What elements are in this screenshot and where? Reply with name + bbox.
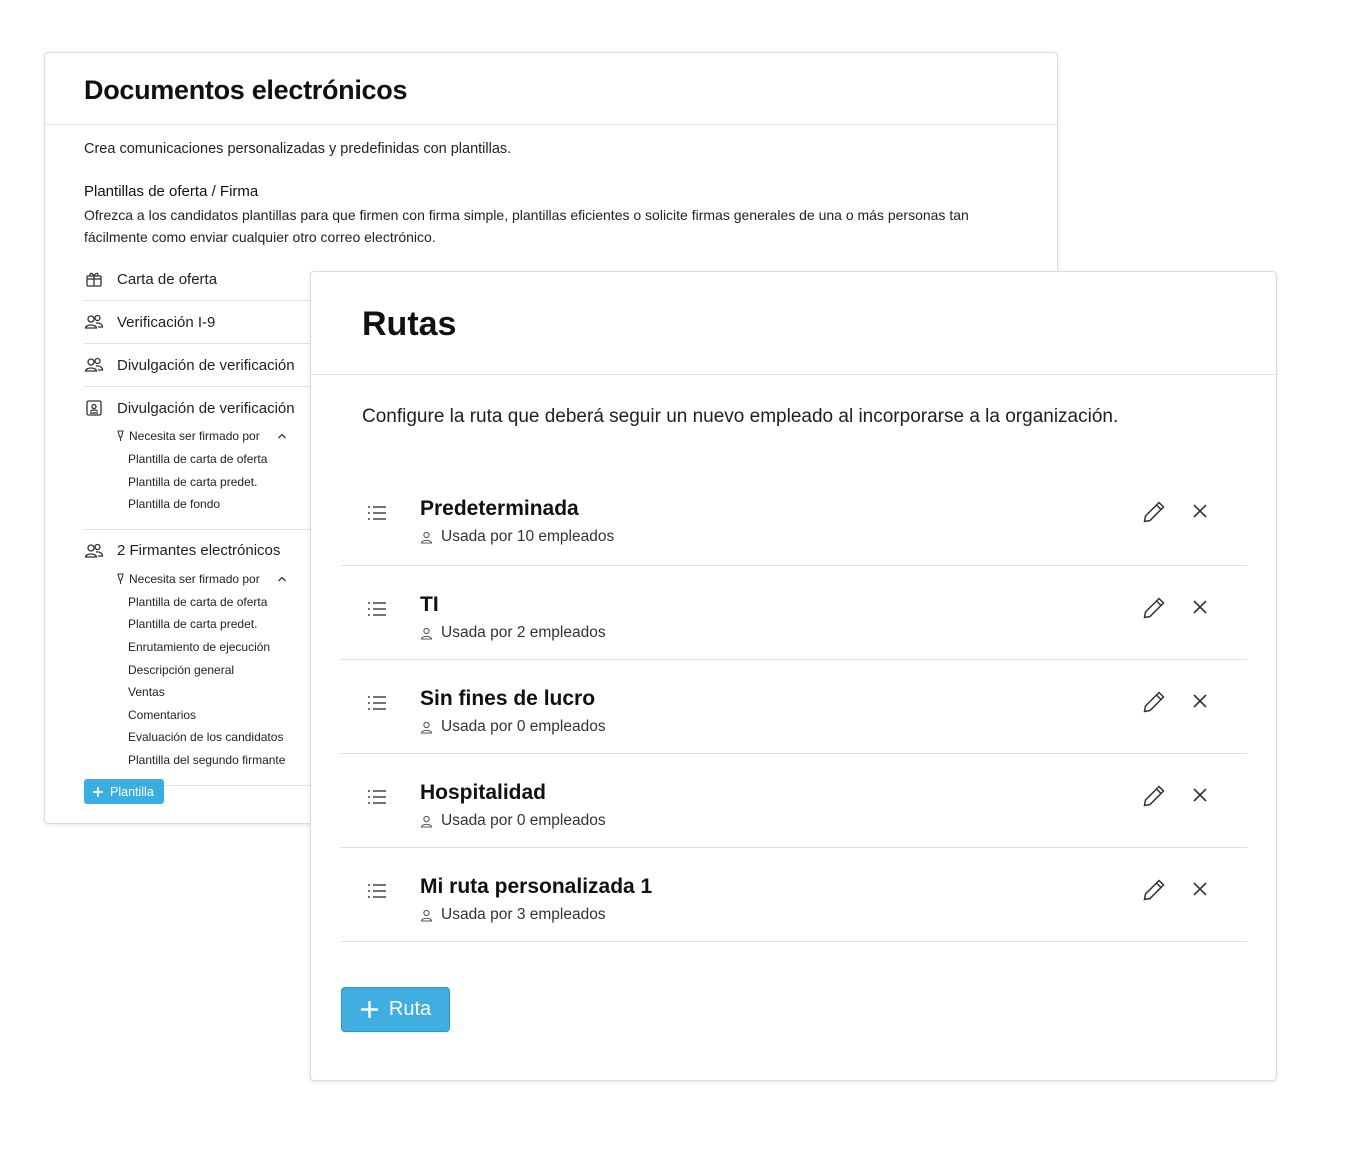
route-name: Mi ruta personalizada 1	[420, 875, 653, 898]
route-row	[341, 470, 1247, 566]
person-icon	[420, 909, 433, 922]
route-usage	[420, 528, 614, 546]
add-template-button[interactable]	[84, 779, 164, 804]
chevron-up-icon	[277, 432, 287, 440]
template-label: Carta de oferta	[117, 270, 218, 288]
users-icon	[84, 541, 104, 561]
route-name: Hospitalidad	[420, 781, 547, 804]
signer-item: Evaluación de los candidatos	[128, 730, 284, 745]
plus-icon	[92, 786, 104, 798]
person-icon	[420, 627, 433, 640]
rutas-panel	[310, 271, 1277, 1081]
signer-item: Plantilla de carta de oferta	[128, 452, 268, 466]
delete-close-icon[interactable]	[1192, 693, 1208, 709]
gift-icon	[84, 269, 104, 289]
route-usage	[420, 718, 606, 736]
edit-pencil-icon[interactable]	[1141, 877, 1167, 903]
signer-item: Plantilla de fondo	[128, 497, 221, 512]
route-usage	[420, 906, 606, 924]
documentos-title: Documentos electrónicos	[84, 75, 408, 105]
template-label: Divulgación de verificación	[117, 399, 295, 417]
template-label: 2 Firmantes electrónicos	[117, 542, 281, 560]
rutas-header	[311, 272, 1276, 375]
needs-signature-label: Necesita ser firmado por	[129, 429, 260, 443]
add-route-label: Ruta	[388, 998, 432, 1020]
route-row	[341, 566, 1247, 660]
edit-pencil-icon[interactable]	[1141, 595, 1167, 621]
route-usage	[420, 812, 606, 830]
route-usage-text: Usada por 0 empleados	[441, 718, 606, 735]
section-description: Ofrezca a los candidatos plantillas para que firmen con firma simple, plantillas eficientes o solicite firmas generales de una o más personas tan fácilmente como enviar cualquier otro correo electrónico.	[84, 207, 969, 245]
drag-list-icon[interactable]	[366, 600, 388, 618]
template-label: Divulgación de verificación	[117, 356, 295, 374]
plus-icon	[360, 1000, 379, 1019]
drag-list-icon[interactable]	[366, 504, 388, 522]
signer-item: Ventas	[128, 685, 165, 700]
needs-signature-label: Necesita ser firmado por	[129, 571, 260, 586]
delete-close-icon[interactable]	[1192, 503, 1208, 519]
signer-item: Comentarios	[128, 707, 197, 722]
drag-list-icon[interactable]	[366, 788, 388, 806]
signer-item: Enrutamiento de ejecución	[128, 639, 271, 654]
documentos-intro: Crea comunicaciones personalizadas y predefinidas con plantillas.	[84, 141, 512, 157]
drag-list-icon[interactable]	[366, 694, 388, 712]
signer-item: Plantilla de carta predet.	[128, 617, 258, 632]
route-row	[341, 848, 1247, 942]
rutas-title: Rutas	[362, 305, 457, 343]
pen-icon	[115, 430, 126, 442]
add-route-button[interactable]	[341, 987, 450, 1032]
signer-item: Descripción general	[128, 662, 235, 677]
person-icon	[420, 815, 433, 828]
route-row	[341, 754, 1247, 848]
users-icon	[84, 355, 104, 375]
route-list	[341, 470, 1247, 942]
route-usage-text: Usada por 0 empleados	[441, 812, 606, 829]
id-card-icon	[84, 398, 104, 418]
users-icon	[84, 312, 104, 332]
template-label: Verificación I-9	[117, 313, 216, 331]
rutas-intro: Configure la ruta que deberá seguir un nuevo empleado al incorporarse a la organización.	[362, 406, 1119, 427]
chevron-up-icon	[277, 575, 287, 583]
route-usage-text: Usada por 2 empleados	[441, 624, 606, 641]
add-template-label: Plantilla	[110, 784, 154, 799]
delete-close-icon[interactable]	[1192, 881, 1208, 897]
person-icon	[420, 531, 433, 544]
route-usage	[420, 624, 606, 642]
edit-pencil-icon[interactable]	[1141, 783, 1167, 809]
edit-pencil-icon[interactable]	[1141, 689, 1167, 715]
section-title: Plantillas de oferta / Firma	[84, 183, 259, 200]
documentos-header	[45, 53, 1057, 125]
route-name: Predeterminada	[420, 497, 579, 520]
route-usage-text: Usada por 3 empleados	[441, 906, 606, 923]
pen-icon	[115, 573, 126, 585]
route-row	[341, 660, 1247, 754]
edit-pencil-icon[interactable]	[1141, 499, 1167, 525]
route-name: TI	[420, 593, 439, 616]
route-name: Sin fines de lucro	[420, 687, 596, 710]
person-icon	[420, 721, 433, 734]
delete-close-icon[interactable]	[1192, 599, 1208, 615]
signer-item: Plantilla del segundo firmante	[128, 752, 286, 767]
drag-list-icon[interactable]	[366, 882, 388, 900]
delete-close-icon[interactable]	[1192, 787, 1208, 803]
signer-item: Plantilla de carta predet.	[128, 474, 258, 489]
route-usage-text: Usada por 10 empleados	[441, 528, 615, 545]
signer-item: Plantilla de carta de oferta	[128, 594, 268, 609]
